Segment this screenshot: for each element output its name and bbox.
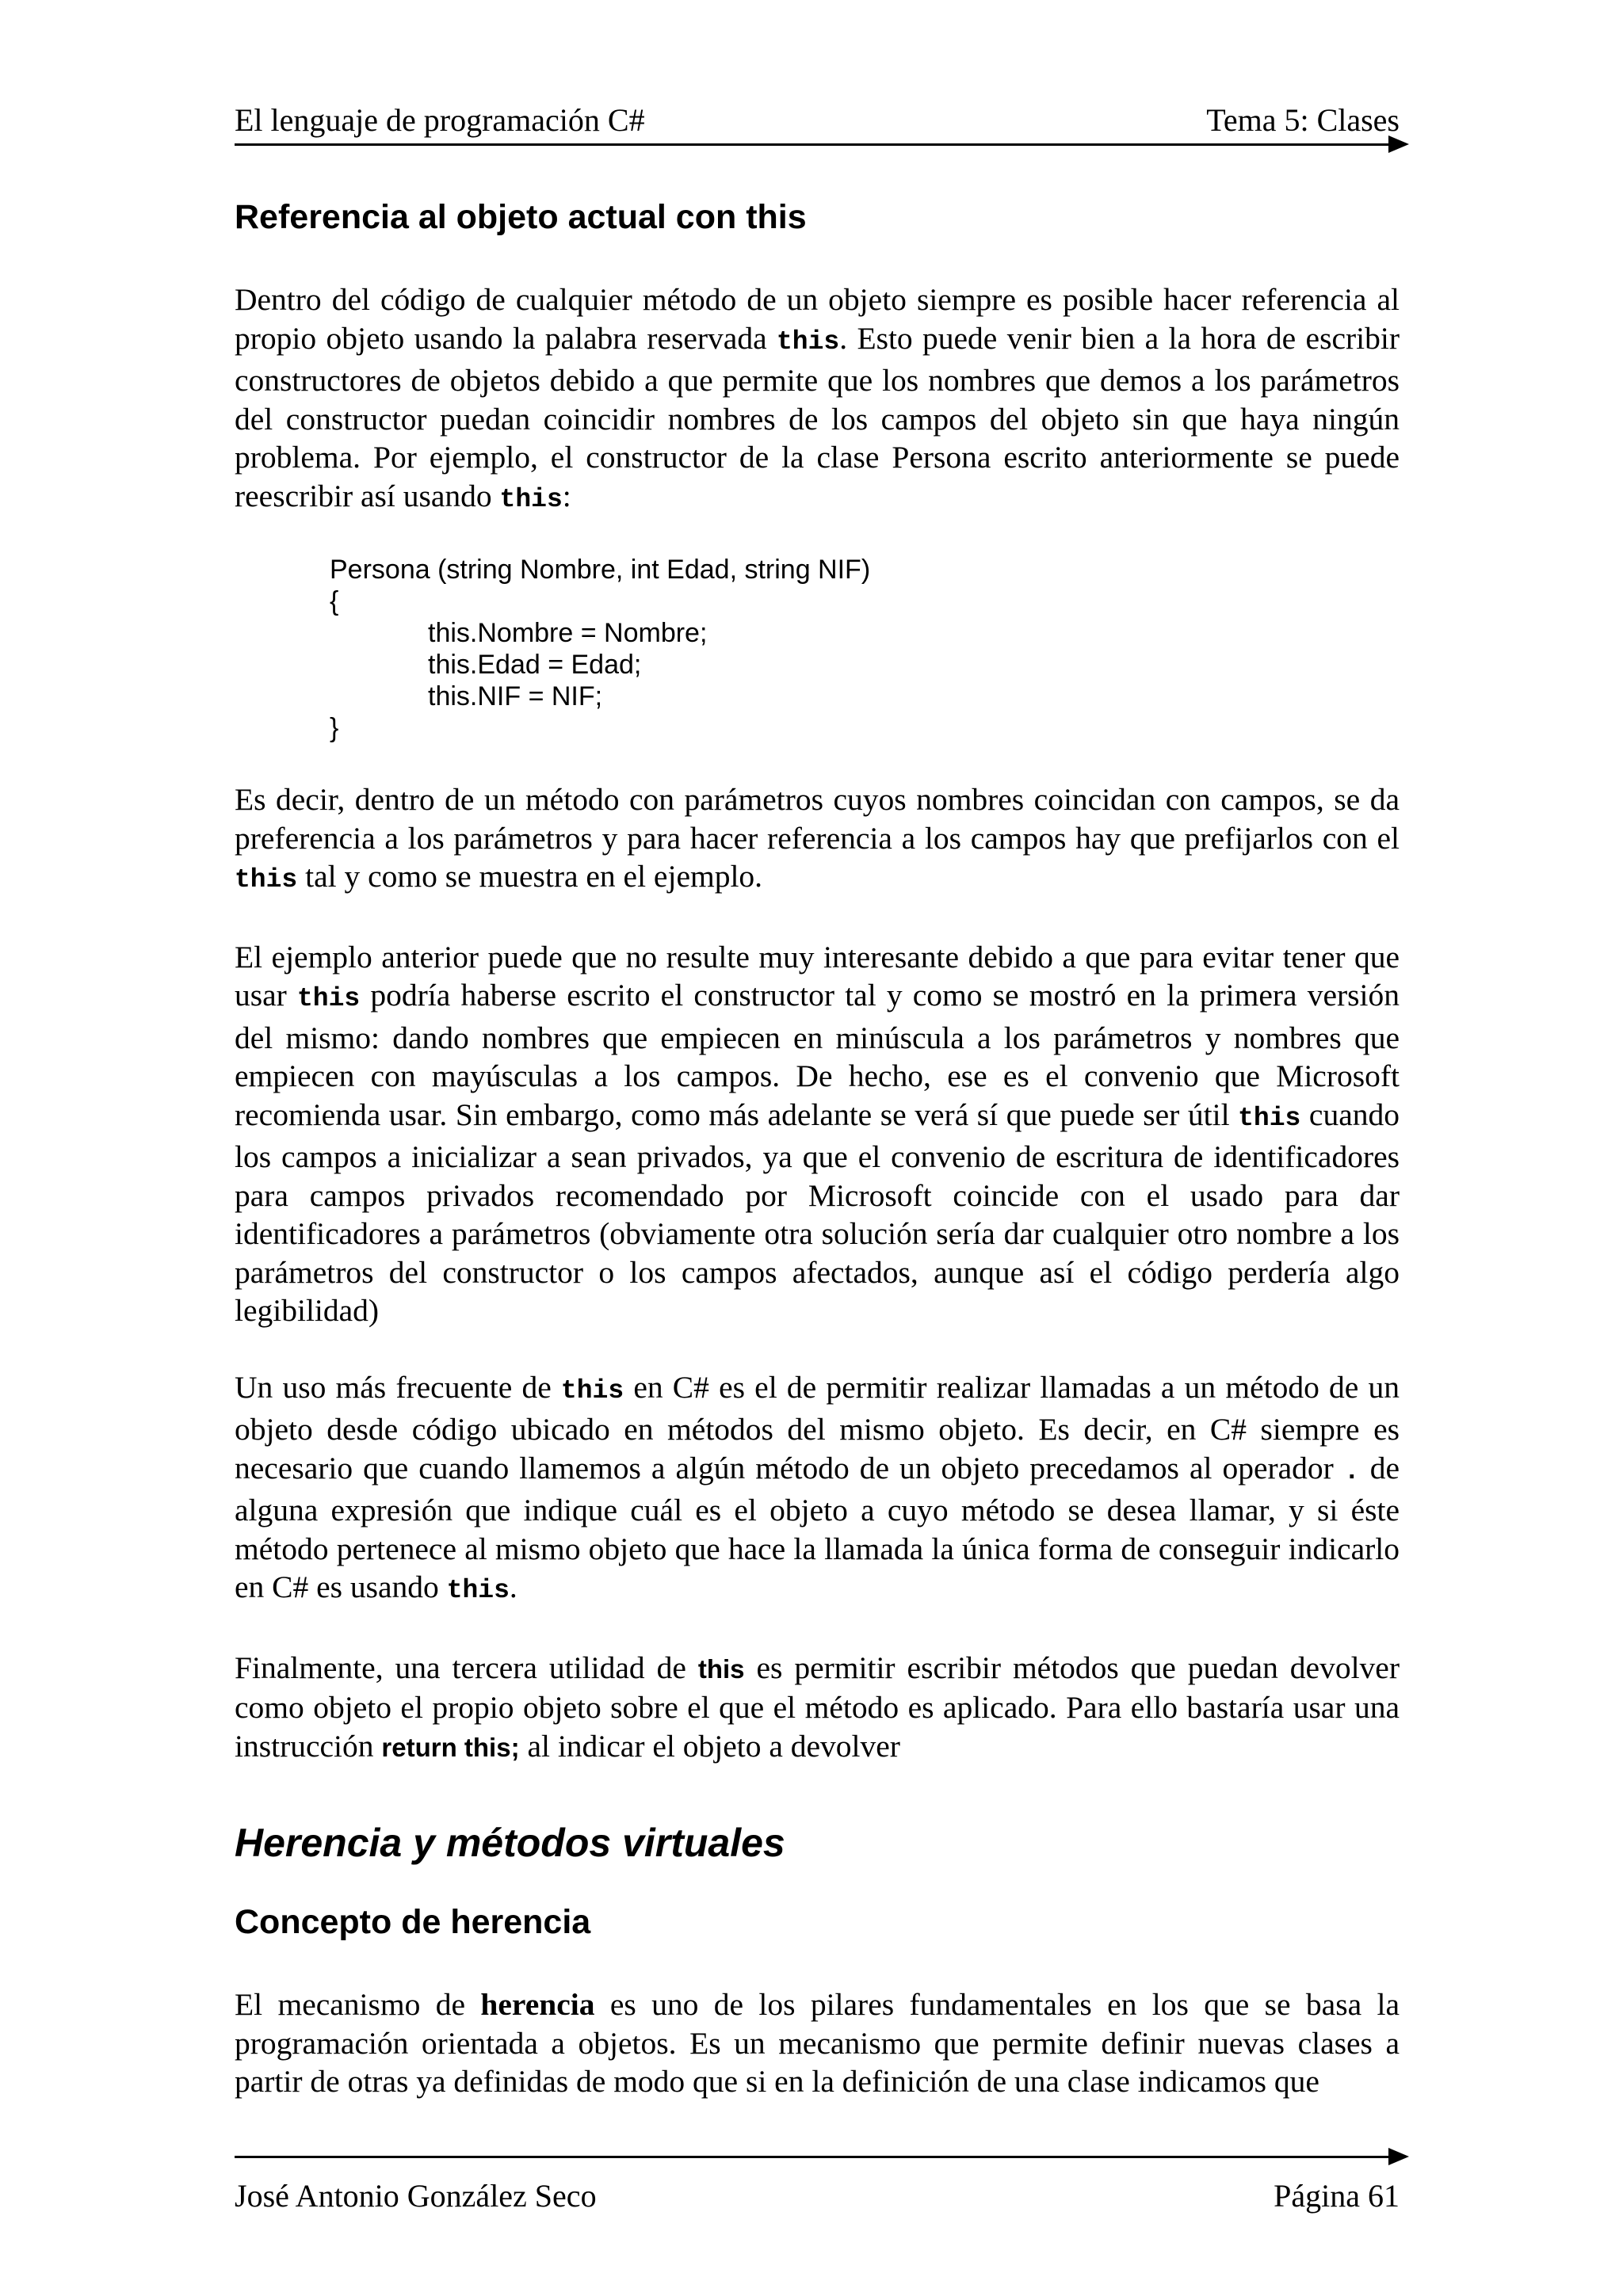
bold-term: herencia [480, 1987, 595, 2022]
page-footer [235, 2174, 1400, 2218]
footer-author: José Antonio González Seco [235, 2178, 597, 2214]
inline-code: this [560, 1375, 624, 1405]
section-title-this: Referencia al objeto actual con this [235, 198, 807, 236]
code-line: Persona (string Nombre, int Edad, string NIF) [330, 555, 871, 585]
section-title-herencia: Concepto de herencia [235, 1903, 591, 1941]
header-chapter: Tema 5: Clases [1206, 102, 1400, 138]
header-arrow-icon [1388, 135, 1409, 153]
code-line: this.NIF = NIF; [428, 681, 603, 711]
footer-page-number: Página 61 [1274, 2178, 1400, 2214]
page-content [235, 195, 1400, 2101]
inline-code: this [235, 865, 298, 894]
inline-code: this [499, 484, 563, 514]
header-book-title: El lenguaje de programación C# [235, 102, 645, 138]
inline-code: return this; [381, 1732, 520, 1762]
inline-code: this [776, 326, 840, 357]
page-header [235, 98, 1400, 143]
header-rule [235, 143, 1395, 146]
code-line: { [330, 586, 339, 616]
paragraph: Un uso más frecuente de this en C# es el de permitir realizar llamadas a un método de un objeto desde código ubicado en métodos del mismo objeto. Es decir, en C# siempre es necesario que cuando llamemos a algún método de un objeto precedamos al operador . de alguna expresión que indique cuál es el objeto a cuyo método se desea llamar, y si éste método pertenece al mismo objeto que hace la llamada la única forma de conseguir indicarlo en C# es usando this. [235, 1369, 1400, 1605]
code-block [330, 554, 1400, 744]
paragraph: El mecanismo de herencia es uno de los pilares fundamentales en los que se basa la programación orientada a objetos. Es un mecanismo que permite definir nuevas clases a partir de otras ya definidas de modo que si en la definición de una clase indicamos que [235, 1987, 1400, 2099]
inline-code: this [697, 1653, 745, 1684]
paragraph: Es decir, dentro de un método con parámetros cuyos nombres coincidan con campos, se da preferencia a los parámetros y para hacer referencia a los campos hay que prefijarlos con el this tal y como se muestra en el ejemplo. [235, 782, 1400, 894]
paragraph: Finalmente, una tercera utilidad de this es permitir escribir métodos que puedan devolver como objeto el propio objeto sobre el que el método es aplicado. Para ello bastaría usar una instrucción return this; al indicar el objeto a devolver [235, 1650, 1400, 1764]
footer-arrow-icon [1388, 2148, 1409, 2165]
inline-code: . [1343, 1456, 1360, 1486]
code-line: } [330, 713, 339, 743]
footer-rule [235, 2156, 1395, 2158]
inline-code: this [1238, 1103, 1301, 1133]
code-line: this.Nombre = Nombre; [428, 618, 708, 648]
paragraph: Dentro del código de cualquier método de un objeto siempre es posible hacer referencia al propio objeto usando la palabra reservada this. Esto puede venir bien a la hora de escribir constructores de objetos debido a que permite que los nombres que demos a los parámetros del constructor puedan coincidir nombres de los campos del objeto sin que haya ningún problema. Por ejemplo, el constructor de la clase Persona escrito anteriormente se puede reescribir así usando this: [235, 282, 1400, 514]
code-line: this.Edad = Edad; [428, 650, 642, 680]
inline-code: this [446, 1576, 510, 1605]
paragraph: El ejemplo anterior puede que no resulte muy interesante debido a que para evitar tener que usar this podría haberse escrito el constructor tal y como se mostró en la primera versión del mismo: dando nombres que empiecen en minúscula a los parámetros y nombres que empiecen con mayúsculas a los campos. De hecho, ese es el convenio que Microsoft recomienda usar. Sin embargo, como más adelante se verá sí que puede ser útil this cuando los campos a inicializar a sean privados, ya que el convenio de escritura de identificadores para campos privados recomendado por Microsoft coincide con el usado para dar identificadores a parámetros (obviamente otra solución sería dar cualquier otro nombre a los parámetros del constructor o los campos afectados, aunque así el código perdería algo legibilidad) [235, 939, 1400, 1328]
inline-code: this [296, 984, 361, 1013]
chapter-title-herencia: Herencia y métodos virtuales [235, 1821, 785, 1865]
